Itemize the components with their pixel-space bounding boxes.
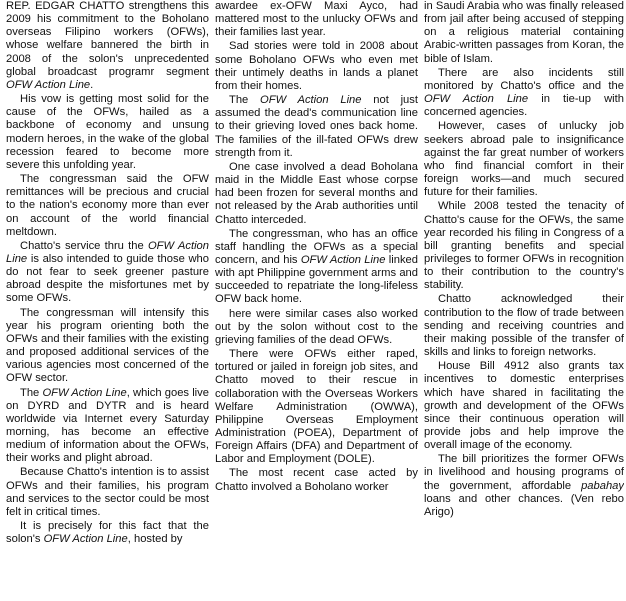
article-paragraph: The bill prioritizes the former OFWs in livelihood and housing programs of the government, affordable pabahay loans and other chances. (Ven rebo Arigo) <box>424 453 624 518</box>
article-paragraph: There were OFWs either raped, tortured or jailed in foreign job sites, and Chatto moved to their rescue in collaboration with the Overseas Workers Welfare Administration (OWWA), Philippine Overseas Employment Administration (POEA), Department of Foreign Affairs (DFA) and Department of Labor and Employment (DOLE). <box>215 348 418 466</box>
italic-program-title: OFW Action Line <box>6 78 91 91</box>
article-paragraph: The OFW Action Line, which goes live on DYRD and DYTR and is heard worldwide via Internet every Saturday morning, has become an effective medium of information about the OFWs, their works and plight abroad. <box>6 386 209 465</box>
article-paragraph: Chatto acknowledged their contribution to the flow of trade between sending and receiving countries and their making possible of the transfer of skills and links to foreign networks. <box>424 293 624 359</box>
italic-program-title: OFW Action Line <box>43 533 128 546</box>
article-column-1 <box>6 0 209 601</box>
italic-program-title: OFW Action Line <box>424 93 529 106</box>
article-paragraph: However, cases of unlucky job seekers abroad pale to insignificance against the far great number of workers who find financial comfort in their foreign works—and much secured future for their families. <box>424 120 624 199</box>
article-paragraph: REP. EDGAR CHATTO strengthens this 2009 his commitment to the Boholano overseas Filipino workers (OFWs), whose welfare bannered the birth in 2008 of the solon's unprecedented global broadcast programr segment OFW Action Line. <box>6 0 209 91</box>
article-paragraph: The congressman will intensify this year his program orienting both the OFWs and their families with the existing and proposed additional services of the various agencies most concerned of the OFW sector. <box>6 306 209 385</box>
article-paragraph: The congressman, who has an office staff handling the OFWs as a special concern, and his OFW Action Line linked with apt Philippine government arms and succeeded to repatriate the long-lifeless OFW back home. <box>215 227 418 306</box>
article-paragraph: in Saudi Arabia who was finally released from jail after being accused of stepping on a religious material containing Arabic-written passages from Koran, the bible of Islam. <box>424 0 624 65</box>
article-paragraph: There are also incidents still monitored by Chatto's office and the OFW Action Line in tie-up with concerned agencies. <box>424 66 624 119</box>
italic-program-title: OFW Action Line <box>260 94 362 107</box>
article-paragraph: One case involved a dead Boholana maid in the Middle East whose corpse had been frozen for several months and not released by the Arab authorities until Chatto interceded. <box>215 160 418 226</box>
article-paragraph: While 2008 tested the tenacity of Chatto's cause for the OFWs, the same year recorded his filing in Congress of a bill granting benefits and special privileges to former OFWs in recognition to their contribution to the country's stability. <box>424 200 624 292</box>
italic-program-title: pabahay <box>581 479 624 492</box>
article-paragraph: Chatto's service thru the OFW Action Line is also intended to guide those who do not fear to seek greener pasture abroad despite the misfortunes met by some OFWs. <box>6 239 209 305</box>
italic-program-title: OFW Action Line <box>300 253 386 266</box>
article-paragraph: Because Chatto's intention is to assist OFWs and their families, his program and services to the sector could be most felt in critical times. <box>6 466 209 518</box>
article-paragraph: here were similar cases also worked out by the solon without cost to the grieving families of the dead OFWs. <box>215 307 418 346</box>
italic-program-title: OFW Action Line <box>6 239 209 265</box>
article-paragraph: The most recent case acted by Chatto involved a Boholano worker <box>215 467 418 493</box>
article-paragraph: Sad stories were told in 2008 about some Boholano OFWs who even met their untimely deaths in lands a planet from their homes. <box>215 40 418 92</box>
article-paragraph: It is precisely for this fact that the solon's OFW Action Line, hosted by <box>6 520 209 546</box>
article-paragraph: The OFW Action Line not just assumed the dead's communication line to their grieving loved ones back home. The families of the ill-fated OFWs drew strength from it. <box>215 94 418 159</box>
article-paragraph: awardee ex-OFW Maxi Ayco, had mattered most to the unlucky OFWs and their families last year. <box>215 0 418 39</box>
article-paragraph: The congressman said the OFW remittances will be precious and crucial to the nation's economy more than ever on account of the world financial meltdown. <box>6 173 209 238</box>
article-body <box>6 0 622 601</box>
italic-program-title: OFW Action Line <box>42 386 127 399</box>
article-paragraph: House Bill 4912 also grants tax incentives to domestic enterprises which have shared in facilitating the growth and development of the OFWs since their continuous operation will provide jobs and help improve the overall image of the economy. <box>424 360 624 452</box>
article-column-2 <box>215 0 418 601</box>
article-paragraph: His vow is getting most solid for the cause of the OFWs, hailed as a backbone of economy and unsung modern heroes, in the wake of the global recession feared to become more severe this unfolding year. <box>6 93 209 171</box>
article-column-3 <box>424 0 624 601</box>
